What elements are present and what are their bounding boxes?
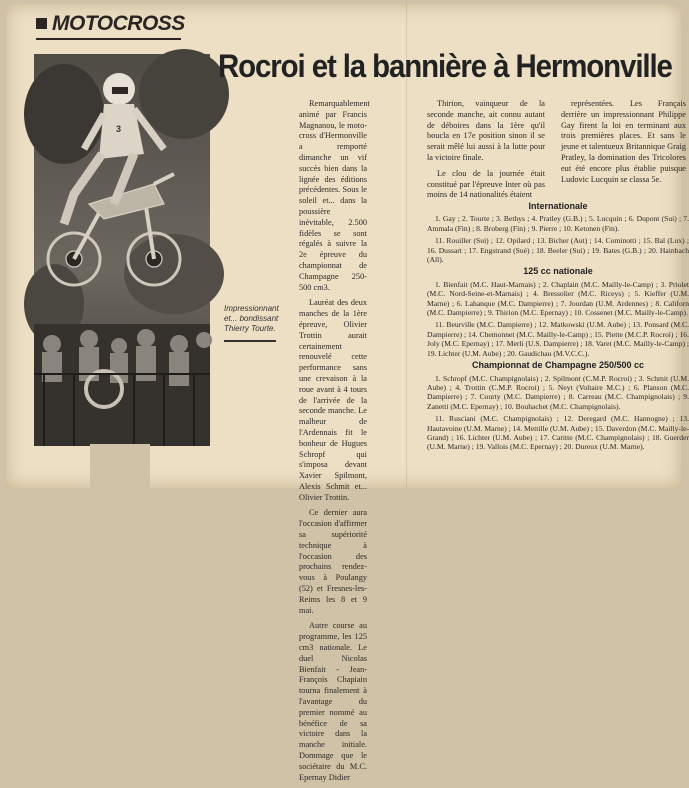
results-block [427, 200, 689, 455]
paragraph: Ce dernier aura l'occasion d'affirmer sa supériorité technique à l'occasion des prochains rendez-vous à Poulangy (52) et Fresnes-les-Reims les 8 et 9 mai. [299, 508, 367, 615]
results-line: 11. Rouiller (Sui) ; 12. Opilard ; 13. Bicher (Aut) ; 14. Cominotti ; 15. Bal (Lux) ; 16. Dussart ; 17. Engstrand (Sué) ; 18. Beeler (Sui) ; 19. Bates (G.B.) ; 20. Hainbach (All). [427, 236, 689, 265]
results-heading-internationale: Internationale [528, 201, 588, 211]
newspaper-clipping [6, 4, 689, 782]
article-column-3 [561, 99, 686, 190]
rubric-underline [36, 38, 181, 40]
caption-rule [224, 340, 276, 342]
paragraph: Thirion, vainqueur de la seconde manche, ait connu autant de déboires dans la 1ère qu'il boucla en 17e position sinon il se serait mêlé lui aussi à la lutte pour la victoire finale. [427, 99, 545, 162]
svg-text:3: 3 [116, 124, 122, 134]
motocross-photo-image [34, 54, 210, 446]
paragraph: Le clou de la journée était constitué par l'épreuve Inter où pas moins de 14 nationalités étaient [427, 168, 545, 200]
results-line: 11. Rusciani (M.C. Champignolais) ; 12. Deregard (M.C. Hannogne) ; 13. Hautavoine (U.M. Marne) ; 14. Mettille (U.M. Aube) ; 15. Daverdon (M.C. Mailly-le-Grand) ; 16. Lichter (U.M. Aube) ; 17. Caritte (M.C. Champignolais) ; 18. Guerder (U.M. Marne) ; 19. Vallois (M.C. Epernay) ; 20. Dureux (U.M. Marne). [427, 414, 689, 452]
results-heading-champagne: Championnat de Champagne 250/500 cc [471, 360, 645, 371]
results-line: 1. Bienfait (M.C. Haut-Marnais) ; 2. Chaplain (M.C. Mailly-le-Camp) ; 3. Priolet (M.C. Nord-Seine-et-Marnais) ; 4. Bressolier (M.C. Riceys) ; 5. Kieffer (U.M. Marne) ; 6. Lahanque (M.C. Dampierre) ; 7. Jourdan (U.M. Ardennes) ; 8. Californ (M.C. Dampierre) ; 9. Thirion (M.C. Epernay) ; 10. Cossenet (M.C. Mailly-le-Camp). [427, 279, 689, 318]
section-rubric [36, 12, 185, 36]
paragraph: Autre course au programme, les 125 cm3 nationale. Le duel Nicolas Bienfait - Jean-François Chapiain tourna finalement à l'avantage du premier nommé au bénéfice de sa victoire dans la manche initiale. Dommage que le sociétaire du M.C. Epernay Didier [299, 621, 367, 782]
results-line: 11. Beurville (M.C. Dampierre) ; 12. Matkowski (U.M. Aube) ; 13. Ponsard (M.C. Dampierre) ; 14. Chemonnet (M.C. Mailly-le-Camp) ; 15. Piette (M.C.P. Rocroi) ; 16. Joly (M.C. Epernay) ; 17. Merli (U.S. Dampierre) ; 18. Varet (M.C. Mailly-le-Camp) ; 19. Lichter (U.M. Aube) ; 20. Gaudichau (M.V.C.C.). [427, 320, 689, 358]
article-photo [34, 54, 210, 446]
paragraph: Remarquablement animé par Francis Magnanou, le moto-cross d'Hermonville a remporté dimanche un vif succès bien dans la lignée des éditions précédentes. Sous le soleil et... dans la poussière inévitable, 2.500 fidèles se sont régalés à suivre la 2e épreuve du championnat de Champagne 250-500 cm3. [299, 99, 370, 292]
results-line: 1. Gay ; 2. Tourte ; 3. Bethys ; 4. Pratley (G.B.) ; 5. Lucquin ; 6. Dupont (Sui) ; 7. Ammala (Fin) ; 8. Broberg (Fin) ; 9. Pierre ; 10. Ketonen (Fin). [427, 214, 689, 233]
rubric-square-icon [36, 18, 47, 29]
article-column-2 [427, 99, 545, 206]
paragraph: représentées. Les Français derrière un impressionnant Philippe Gay firent la loi en terminant aux trois premières places. Et sans le jeune et talentueux Britannique Graig Pratley, la domination des Tricolores eut été encore plus établie puisque Ludovic Lucquin se classa 5e. [561, 99, 686, 184]
article-headline: Rocroi et la bannière à Hermonville [218, 48, 672, 84]
photo-caption: Impressionnant et... bondissant Thierry Tourte. [224, 304, 279, 333]
results-heading-125-nationale: 125 cc nationale [523, 266, 593, 277]
results-line: 1. Schropf (M.C. Champignolais) ; 2. Spilmont (C.M.P. Rocroi) ; 3. Schmit (U.M. Aube) ; 4. Trottin (C.M.P. Rocroi) ; 5. Neyt (Voltaire M.C.) ; 6. Planson (M.C. Dampierre) ; 7. Courty (M.C. Dampierre) ; 8. Carreau (M.C. Champignolais) ; 9. Zanetti (M.C. Epernay) ; 10. Bouhachet (M.C. Champignolais). [427, 373, 689, 411]
article-column-1 [299, 99, 370, 788]
torn-edge [90, 444, 150, 492]
rubric-label: MOTOCROSS [52, 12, 185, 35]
paragraph: Lauréat des deux manches de la 1ère épreuve, Olivier Trottin aurait certainement renouvelé cette performance sans une crevaison à la roue avant à 4 tours de l'arrivée de la seconde manche. Le malheur de l'Ardennais fit le bonheur de Hugues Schropf qui s'imposa devant Xavier Spilmont, Alexis Schmit et... Olivier Trottin. [299, 298, 367, 502]
